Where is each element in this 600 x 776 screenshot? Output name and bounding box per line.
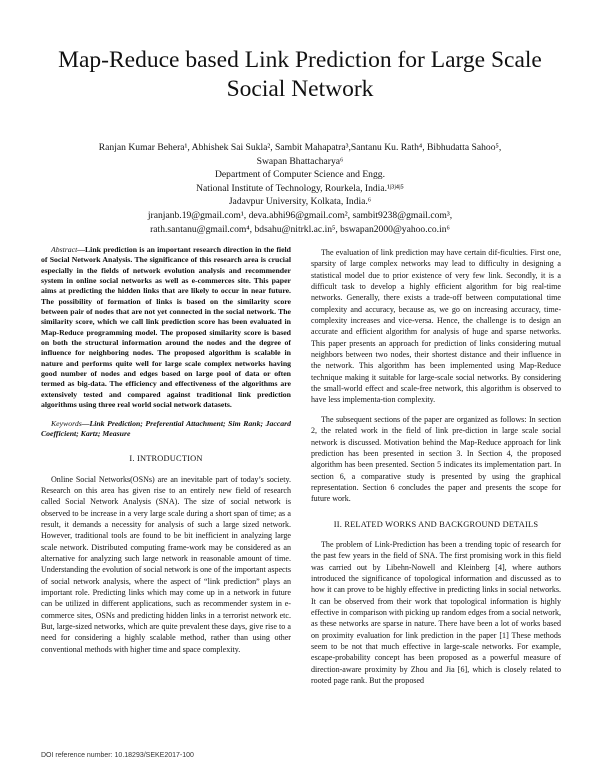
author-block xyxy=(46,141,554,236)
title-line-1: Map-Reduce based Link Prediction for Large Scale xyxy=(58,47,542,73)
paragraph-related-work: The problem of Link-Prediction has been a trending topic of research for the past few years in the field of SNA. The first promising work in this field was carried out by Libehn-Nowell and Kleinberg [4], where authors introduced the significance of topological information and discussed as to how it can prove to be highly effective in predicting links in social networks. It can be observed from their work that topological information is highly effective in comparison with picking up random edges from a social network, as these networks are sparse in nature. There have been a lot of works based on proximity evaluation for link prediction in the paper [1] These methods seem to be not that much effective in large-scale networks. For example, escape-probability concept has been proposed as a powerful measure of direction-aware proximity by Zhou and Jia [6], which is closely related to rooted page rank. But the proposed xyxy=(311,539,561,686)
intro-paragraph: Online Social Networks(OSNs) are an inevitable part of today’s society. Research on this area has given rise to an entirely new field of research called Social Network Analysis (SNA). The size of social network is observed to be increase in a very large scale during a short span of time; as a result, it demands a necessity for analysis of such a large sized network. However, traditional tools are found to be bit inefficient in analyzing large scale network. Distributed computing frame-work may be considered as an alternative for analyzing such large network in reasonable amount of time. Understanding the evolution of social network is one of the important aspects of social network analysis, where the aspect of “link prediction” plays an important role. Predicting links which may come up in a network in future can be utilized in different applications, such as recommender system in e-commerce sites, OSNs and predicting hidden links in a terrorist network etc. But, large-sized networks, which are quite prevalent these days, give rise to a need for considering a highly scalable method, rather than using other conventional methods with higher time and space complexity. xyxy=(41,474,291,654)
author-emails-2: rath.santanu@gmail.com⁴, bdsahu@nitrkl.ac.in⁵, bswapan2000@yahoo.co.in⁶ xyxy=(150,223,450,235)
university: Jadavpur University, Kolkata, India.⁶ xyxy=(228,196,372,208)
paper-title xyxy=(40,46,560,104)
author-emails-1: jranjanb.19@gmail.com¹, deva.abhi96@gmail.com², sambit9238@gmail.com³, xyxy=(147,209,453,221)
keywords-text: —Link Prediction; Preferential Attachment; Sim Rank; Jaccard Coefficient; Kartz; Measure xyxy=(41,418,291,438)
right-column xyxy=(311,247,561,686)
title-line-2: Social Network xyxy=(226,76,374,102)
section-heading-introduction: I. INTRODUCTION xyxy=(129,454,203,464)
keywords xyxy=(41,419,291,440)
paragraph-evaluation: The evaluation of link prediction may have certain dif-ficulties. First one, sparsity of large complex networks may lead to difficulty in designing a statistical model due to prior existence of very few link. Secondly, it is a difficult task to develop a highly efficient algorithm for big real-time networks. Generally, there exists a trade-off between computational time complexity and accuracy, because as, we go on increasing accuracy, time-complexity increases and vice-versa. Hence, the challenge is to design an accurate and efficient algorithm for analysis of huge and sparse networks. This paper presents an approach for prediction of links considering mutual neighbors between two nodes, their shortest distance and their influence in the network. This algorithm has been implemented using Map-Reduce technique making it suitable for large-scale social networks. By considering the small-world effect and scale-free network, this algorithm is observed to have less implementa-tion complexity. xyxy=(311,248,561,405)
doi-footer: DOI reference number: 10.18293/SEKE2017-100 xyxy=(41,752,194,759)
left-column xyxy=(41,245,291,655)
abstract-text: —Link prediction is an important research direction in the field of Social Network Analysis. The significance of this research area is crucial especially in the fields of network evolution analysis and recommender system in online social networks as well as e-commerces site. This paper aims at predicting the hidden links that are likely to occur in near future. The possibility of formation of links is based on the similarity score between pair of nodes that are not yet connected in the social network. The similarity score, which we call link prediction score has been evaluated in Map-Reduce programming model. The proposed similarity score is based on both the structural information around the nodes and the degree of influence for neighboring nodes. The proposed algorithm is scalable in nature and performs quite well for large scale complex networks having good number of nodes and edges based on large pool of data or often termed as big-data. The efficiency and effectiveness of the algorithms are extensively tested and compared against traditional link prediction algorithms using three real world social network datasets. xyxy=(41,245,291,410)
keywords-label: Keywords xyxy=(51,418,82,428)
section-heading-related-work: II. RELATED WORKS AND BACKGROUND DETAILS xyxy=(333,519,539,529)
author-names-cont: Swapan Bhattacharya⁶ xyxy=(256,155,344,167)
abstract-label: Abstract xyxy=(51,245,78,254)
abstract xyxy=(41,245,291,411)
author-names: Ranjan Kumar Behera¹, Abhishek Sai Sukla², Sambit Mahapatra³,Santanu Ku. Rath⁴, Bibhudatta Sahoo⁵, xyxy=(98,142,502,153)
paragraph-organization: The subsequent sections of the paper are organized as follows: In section 2, the related work in the field of link pre-diction in large scale social network is discussed. Motivation behind the Map-Reduce approach for link prediction has been presented in section 3. In Section 4, the proposed algorithm has been presented. Section 5 indicates its implementation part. In section 6, a comparative study is presented by using the graphical representation. Section 6 concludes the paper and presents the scope for future work. xyxy=(311,414,561,504)
institution: National Institute of Technology, Rourkela, India.¹ʲ³ʲ⁴ʲ⁵ xyxy=(196,182,404,194)
department: Department of Computer Science and Engg. xyxy=(215,169,385,181)
